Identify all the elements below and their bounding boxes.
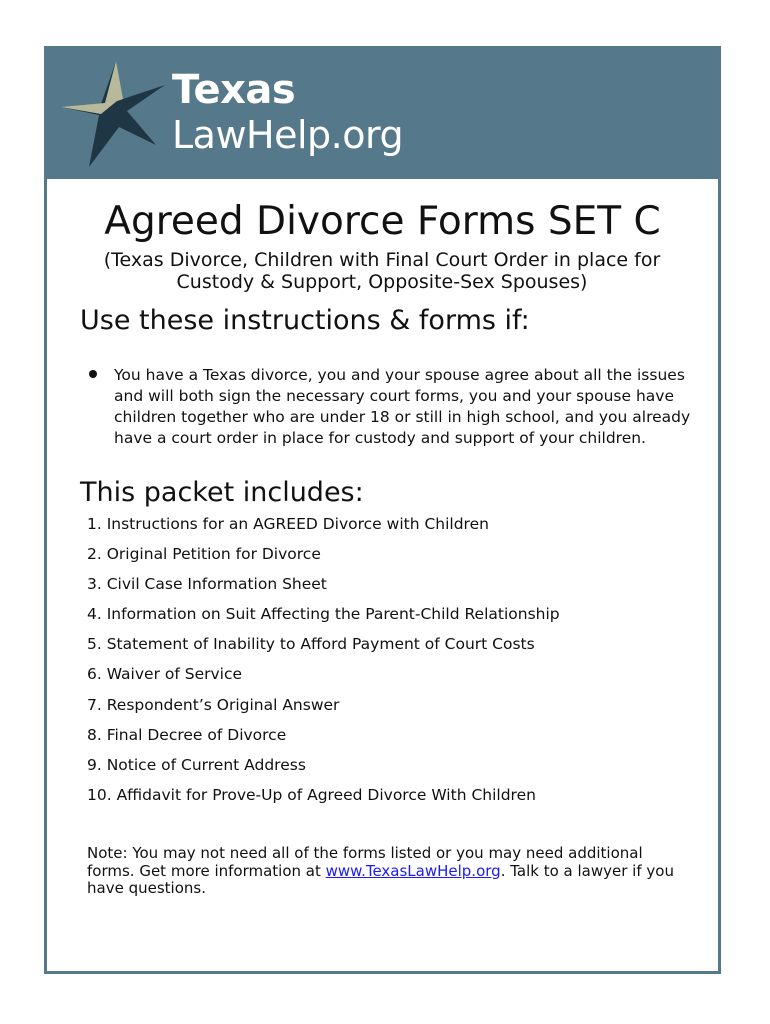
star-logo-icon xyxy=(61,59,171,169)
list-item: 7. Respondent’s Original Answer xyxy=(87,695,340,714)
subtitle-line-2: Custody & Support, Opposite-Sex Spouses) xyxy=(176,271,588,293)
list-item: 4. Information on Suit Affecting the Parent-Child Relationship xyxy=(87,605,560,624)
list-item: 3. Civil Case Information Sheet xyxy=(87,575,327,594)
list-item: 2. Original Petition for Divorce xyxy=(87,545,321,564)
bullet-icon xyxy=(89,370,97,378)
note-paragraph xyxy=(87,845,687,898)
subtitle-line-1: (Texas Divorce, Children with Final Court Order in place for xyxy=(103,249,661,271)
logo-text-lawhelp: LawHelp.org xyxy=(172,113,404,157)
list-item: 8. Final Decree of Divorce xyxy=(87,725,287,744)
packet-heading: This packet includes: xyxy=(80,477,364,508)
logo-text-texas: Texas xyxy=(172,67,296,113)
texaslawhelp-link[interactable]: www.TexasLawHelp.org xyxy=(325,861,501,880)
packet-list xyxy=(87,515,560,816)
page-subtitle xyxy=(57,249,707,293)
use-heading: Use these instructions & forms if: xyxy=(80,305,530,336)
list-item: 9. Notice of Current Address xyxy=(87,755,306,774)
header-banner xyxy=(47,49,718,179)
document-frame xyxy=(44,46,721,974)
list-item: 6. Waiver of Service xyxy=(87,665,243,684)
note-text-after: . Talk to a lawyer if you have questions. xyxy=(87,861,674,897)
list-item: 5. Statement of Inability to Afford Payment of Court Costs xyxy=(87,635,535,654)
list-item: 10. Affidavit for Prove-Up of Agreed Divorce With Children xyxy=(87,785,536,804)
bullet-text: You have a Texas divorce, you and your spouse agree about all the issues and will both sign the necessary court forms, you and your spouse have children together who are under 18 or still in high school, and you already have a court order in place for custody and support of your children. xyxy=(114,366,691,447)
note-text-before: Note: You may not need all of the forms listed or you may need additional forms. Get more information at xyxy=(87,844,643,880)
page-title: Agreed Divorce Forms SET C xyxy=(104,199,661,244)
list-item: 1. Instructions for an AGREED Divorce with Children xyxy=(87,515,489,533)
eligibility-bullet xyxy=(87,365,697,449)
